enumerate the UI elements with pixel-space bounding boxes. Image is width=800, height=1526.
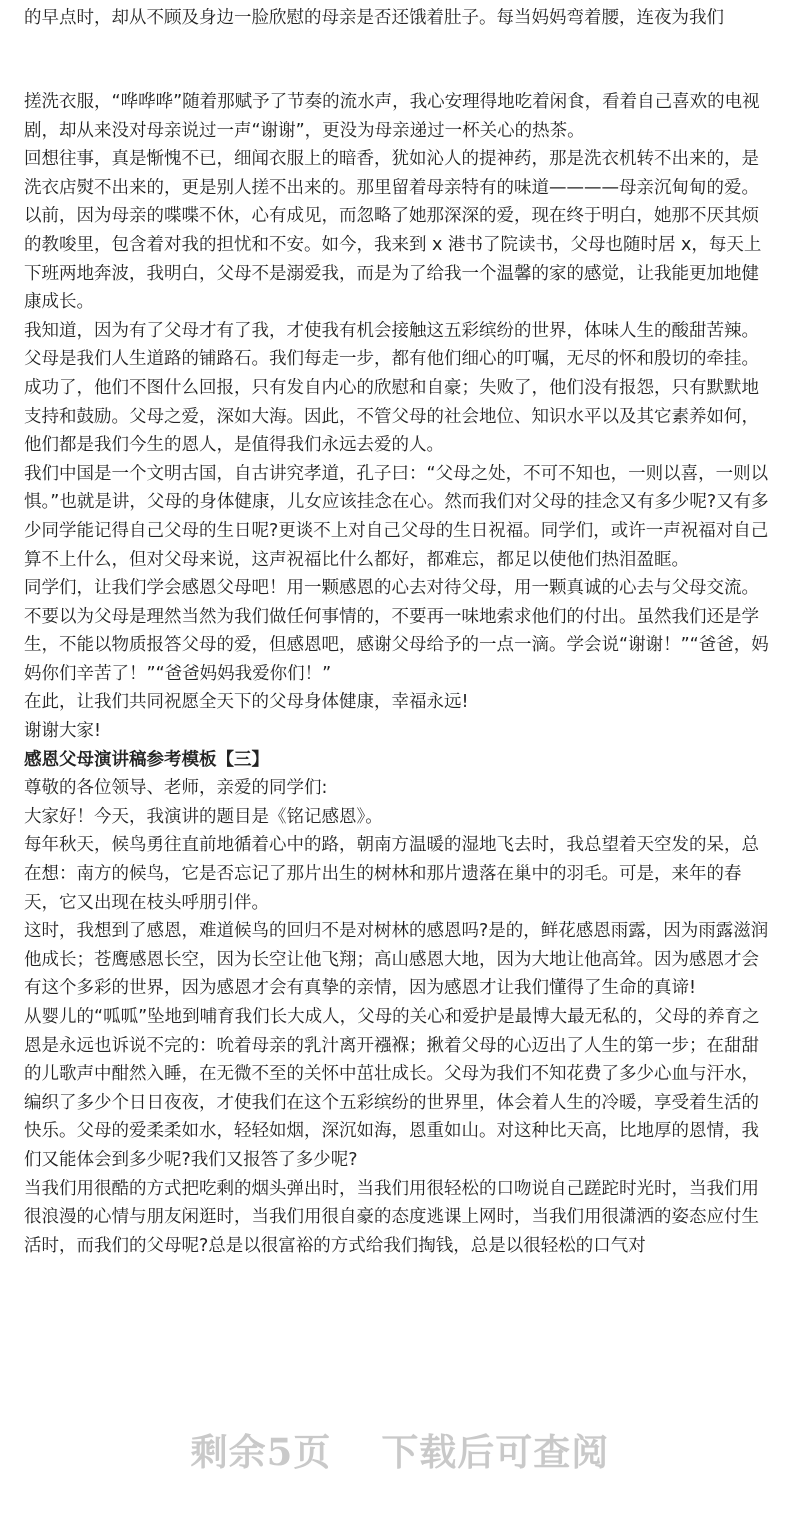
paragraph: 这时，我想到了感恩，难道候鸟的回归不是对树林的感恩吗?是的，鲜花感恩雨露，因为雨露滋润他成长；苍鹰感恩长空，因为长空让他飞翔；高山感恩大地，因为大地让他高耸。因为感恩才会有这个多彩的世界，因为感恩才会有真挚的亲情，因为感恩才让我们懂得了生命的真谛! <box>24 921 769 999</box>
remaining-pages-text: 剩余5页 <box>190 1430 332 1474</box>
intro-line: 的早点时，却从不顾及身边一脸欣慰的母亲是否还饿着肚子。每当妈妈弯着腰，连夜为我们 <box>24 8 724 28</box>
paragraph: 当我们用很酷的方式把吃剩的烟头弹出时，当我们用很轻松的口吻说自己蹉跎时光时，当我们用很浪漫的心情与朋友闲逛时，当我们用很自豪的态度逃课上网时，当我们用很潇洒的姿态应付生活时，而我们的父母呢?总是以很富裕的方式给我们掏钱，总是以很轻松的口气对 <box>24 1178 759 1256</box>
paragraph: 回想往事，真是惭愧不已，细闻衣服上的暗香，犹如沁人的提神药，那是洗衣机转不出来的，是洗衣店熨不出来的，更是别人搓不出来的。那里留着母亲特有的味道————母亲沉甸甸的爱。 <box>24 149 759 198</box>
document-body <box>24 88 776 1260</box>
download-prompt-banner[interactable] <box>0 1422 800 1482</box>
download-to-view-text: 下载后可查阅 <box>381 1430 610 1474</box>
paragraph: 大家好！今天，我演讲的题目是《铭记感恩》。 <box>24 806 383 827</box>
paragraph: 以前，因为母亲的喋喋不休，心有成见，而忽略了她那深深的爱，现在终于明白，她那不厌其烦的教唆里，包含着对我的担忧和不安。如今，我来到 x 港书了院读书，父母也随时居 x，每天上下班两地奔波，我明白，父母不是溺爱我，而是为了给我一个温馨的家的感觉，让我能更加地健康成长。 <box>24 206 762 313</box>
paragraph: 谢谢大家! <box>24 721 102 742</box>
paragraph: 每年秋天，候鸟勇往直前地循着心中的路，朝南方温暖的湿地飞去时，我总望着天空发的呆，总在想：南方的候鸟，它是否忘记了那片出生的树林和那片遗落在巢中的羽毛。可是，来年的春天，它又出现在枝头呼朋引伴。 <box>24 835 759 913</box>
intro-block <box>24 4 776 33</box>
paragraph: 同学们，让我们学会感恩父母吧！用一颗感恩的心去对待父母，用一颗真诚的心去与父母交流。不要以为父母是理然当然为我们做任何事情的，不要再一味地索求他们的付出。虽然我们还是学生，不能以物质报答父母的爱，但感恩吧，感谢父母给予的一点一滴。学会说“谢谢！”“爸爸，妈妈你们辛苦了！”“爸爸妈妈我爱你们！” <box>24 578 769 684</box>
paragraph: 我知道，因为有了父母才有了我，才使我有机会接触这五彩缤纷的世界，体味人生的酸甜苦辣。父母是我们人生道路的铺路石。我们每走一步，都有他们细心的叮嘱，无尽的怀和殷切的牵挂。成功了，他们不图什么回报，只有发自内心的欣慰和自豪；失败了，他们没有报怨，只有默默地支持和鼓励。父母之爱，深如大海。因此，不管父母的社会地位、知识水平以及其它素养如何，他们都是我们今生的恩人，是值得我们永远去爱的人。 <box>24 320 759 456</box>
paragraph: 尊敬的各位领导、老师，亲爱的同学们: <box>24 778 328 799</box>
section-heading: 感恩父母演讲稿参考模板【三】 <box>24 749 269 770</box>
paragraph: 我们中国是一个文明古国，自古讲究孝道，孔子曰：“父母之处，不可不知也，一则以喜，一则以惧。”也就是讲，父母的身体健康，儿女应该挂念在心。然而我们对父母的挂念又有多少呢?又有多少同学能记得自己父母的生日呢?更谈不上对自己父母的生日祝福。同学们，或许一声祝福对自己算不上什么，但对父母来说，这声祝福比什么都好，都难忘，都足以使他们热泪盈眶。 <box>24 463 769 570</box>
paragraph: 在此，让我们共同祝愿全天下的父母身体健康，幸福永远! <box>24 692 469 713</box>
paragraph: 搓洗衣服，“哗哗哗”随着那赋予了节奏的流水声，我心安理得地吃着闲食，看着自己喜欢的电视剧，却从来没对母亲说过一声“谢谢”，更没为母亲递过一杯关心的热茶。 <box>24 92 760 141</box>
paragraph: 从婴儿的“呱呱”坠地到哺育我们长大成人，父母的关心和爱护是最博大最无私的，父母的养育之恩是永远也诉说不完的：吮着母亲的乳汁离开襁褓；揪着父母的心迈出了人生的第一步；在甜甜的儿歌声中酣然入睡，在无微不至的关怀中茁壮成长。父母为我们不知花费了多少心血与汗水，编织了多少个日日夜夜，才使我们在这个五彩缤纷的世界里，体会着人生的冷暖，享受着生活的快乐。父母的爱柔柔如水，轻轻如烟，深沉如海，恩重如山。对这种比天高，比地厚的恩情，我们又能体会到多少呢?我们又报答了多少呢? <box>24 1007 760 1170</box>
